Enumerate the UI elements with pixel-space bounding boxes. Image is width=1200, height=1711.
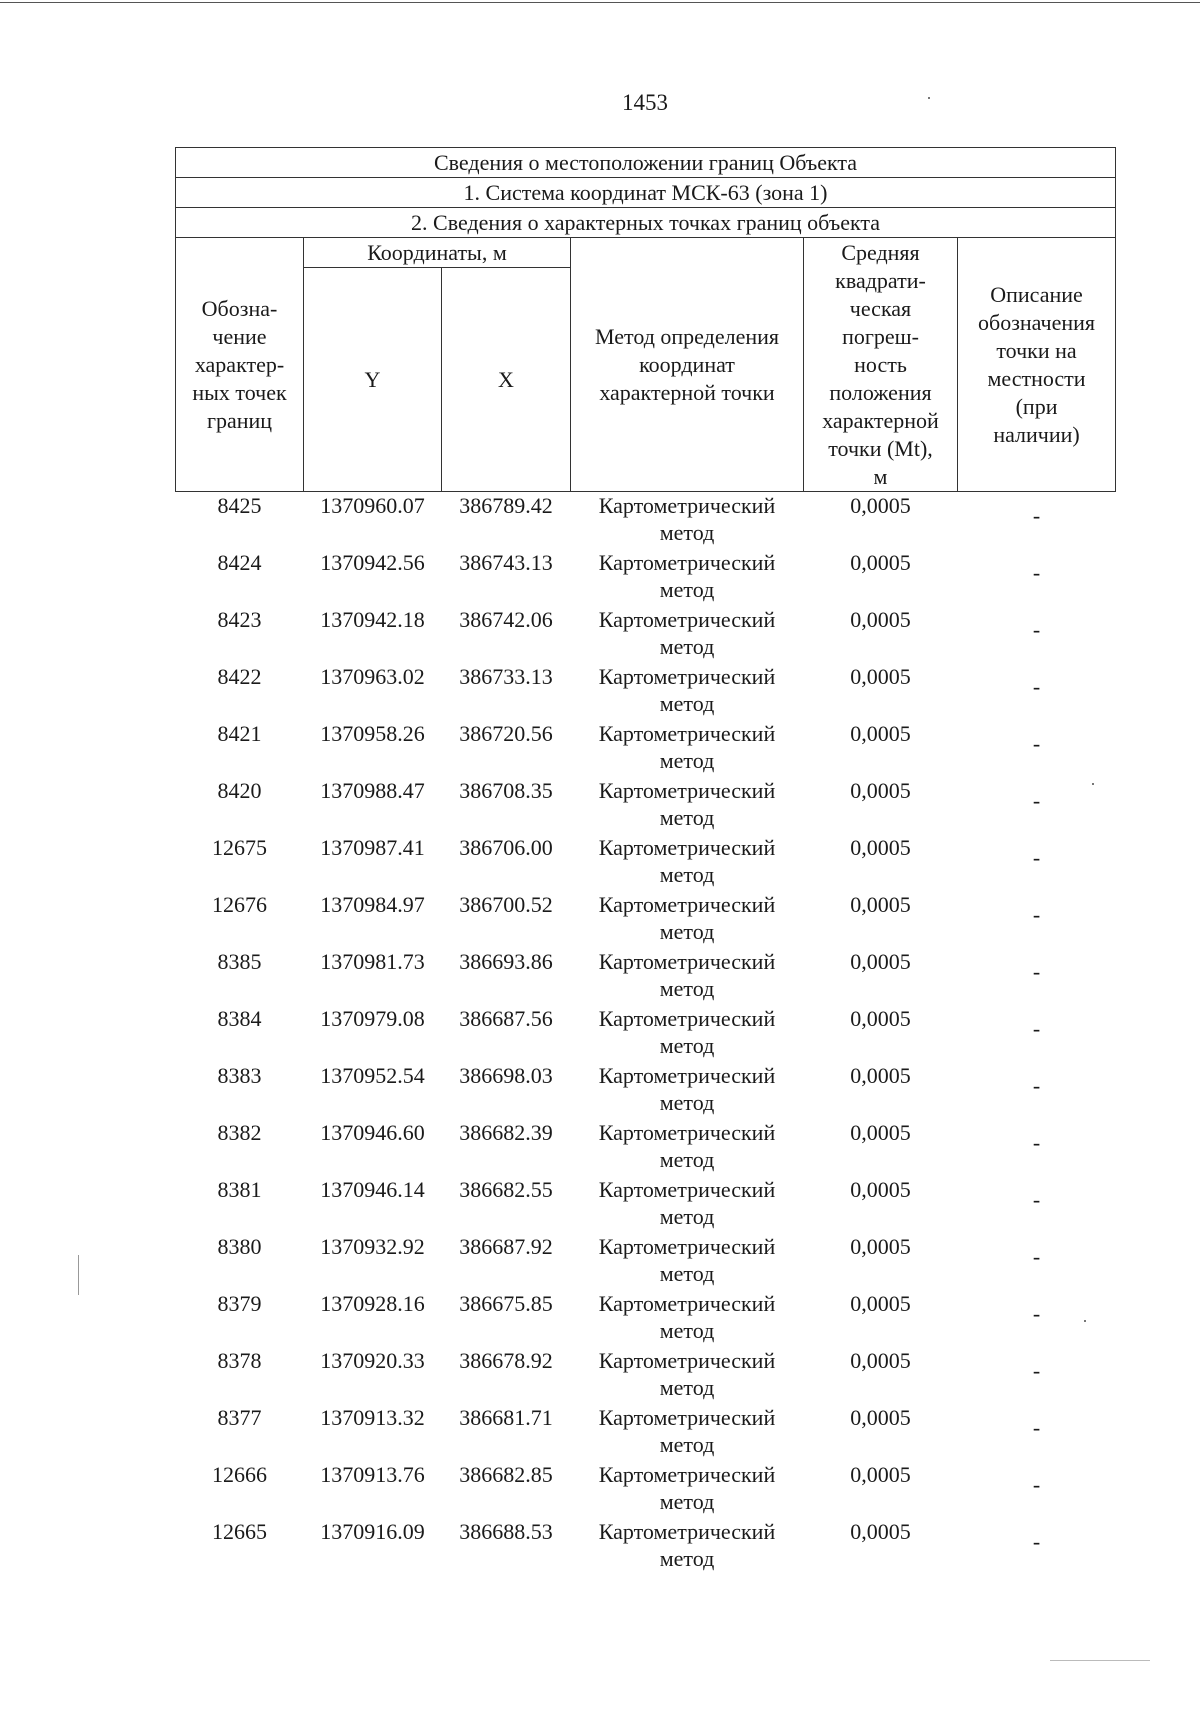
- coordinate-system-caption: 1. Система координат МСК-63 (зона 1): [176, 178, 1116, 208]
- column-header-y: Y: [304, 268, 442, 492]
- cell-y-coordinate: 1370952.54: [320, 1063, 425, 1088]
- cell-point-number: 12675: [212, 835, 267, 860]
- cell-description-text: -: [1032, 1187, 1041, 1212]
- cell-mean-square-error: 0,0005: [850, 493, 911, 518]
- cell-point-number: 8423: [217, 607, 262, 632]
- table-body: [176, 492, 1116, 1576]
- cell-x-coordinate: 386743.13: [459, 550, 553, 575]
- cell-method-line1: Картометрический: [598, 949, 776, 974]
- cell-description-text: -: [1032, 1016, 1041, 1041]
- cell-description: [958, 777, 1116, 834]
- cell-method-line2: метод: [659, 1033, 715, 1058]
- scan-speck: [1050, 1660, 1150, 1661]
- cell-mean-square-error: 0,0005: [850, 1006, 911, 1031]
- cell-method: [571, 834, 804, 891]
- cell-mean-square-error: 0,0005: [850, 1405, 911, 1430]
- cell-method-line1: Картометрический: [598, 493, 776, 518]
- cell-description: [958, 663, 1116, 720]
- cell-y-coordinate: 1370946.60: [320, 1120, 425, 1145]
- cell-x-coordinate: 386682.39: [459, 1120, 553, 1145]
- cell-mean-square-error: 0,0005: [850, 550, 911, 575]
- cell-point-number: 8384: [217, 1006, 262, 1031]
- cell-method-line1: Картометрический: [598, 1405, 776, 1430]
- table-row: [176, 891, 1116, 948]
- cell-description-text: -: [1032, 902, 1041, 927]
- cell-method: [571, 492, 804, 550]
- cell-description: [958, 1176, 1116, 1233]
- cell-description: [958, 1062, 1116, 1119]
- cell-method-line2: метод: [659, 748, 715, 773]
- cell-x-coordinate: 386682.55: [459, 1177, 553, 1202]
- cell-description-text: -: [1032, 617, 1041, 642]
- cell-method-line1: Картометрический: [598, 1063, 776, 1088]
- cell-method-line2: метод: [659, 1261, 715, 1286]
- cell-method-line1: Картометрический: [598, 1348, 776, 1373]
- cell-y-coordinate: 1370963.02: [320, 664, 425, 689]
- cell-method-line2: метод: [659, 691, 715, 716]
- table-row: [176, 1518, 1116, 1575]
- table-row: [176, 492, 1116, 550]
- cell-x-coordinate: 386687.56: [459, 1006, 553, 1031]
- cell-y-coordinate: 1370987.41: [320, 835, 425, 860]
- cell-mean-square-error: 0,0005: [850, 778, 911, 803]
- cell-description-text: -: [1032, 560, 1041, 585]
- cell-method-line1: Картометрический: [598, 1120, 776, 1145]
- cell-y-coordinate: 1370920.33: [320, 1348, 425, 1373]
- cell-point-number: 8383: [217, 1063, 262, 1088]
- cell-method-line1: Картометрический: [598, 1006, 776, 1031]
- cell-x-coordinate: 386720.56: [459, 721, 553, 746]
- cell-description: [958, 1347, 1116, 1404]
- cell-method-line1: Картометрический: [598, 550, 776, 575]
- table-row: [176, 1176, 1116, 1233]
- cell-method-line1: Картометрический: [598, 1462, 776, 1487]
- table-row: [176, 1290, 1116, 1347]
- cell-y-coordinate: 1370913.76: [320, 1462, 425, 1487]
- cell-x-coordinate: 386688.53: [459, 1519, 553, 1544]
- cell-description-text: -: [1032, 674, 1041, 699]
- cell-point-number: 8385: [217, 949, 262, 974]
- cell-method: [571, 720, 804, 777]
- cell-method-line1: Картометрический: [598, 1234, 776, 1259]
- cell-method: [571, 1233, 804, 1290]
- cell-method-line2: метод: [659, 1090, 715, 1115]
- table-row: [176, 606, 1116, 663]
- cell-description: [958, 606, 1116, 663]
- cell-point-number: 8424: [217, 550, 262, 575]
- cell-point-number: 8379: [217, 1291, 262, 1316]
- cell-description-text: -: [1032, 731, 1041, 756]
- cell-point-number: 8378: [217, 1348, 262, 1373]
- cell-method-line1: Картометрический: [598, 835, 776, 860]
- cell-method: [571, 948, 804, 1005]
- cell-mean-square-error: 0,0005: [850, 1462, 911, 1487]
- cell-description: [958, 1404, 1116, 1461]
- cell-mean-square-error: 0,0005: [850, 835, 911, 860]
- cell-method-line1: Картометрический: [598, 892, 776, 917]
- cell-x-coordinate: 386733.13: [459, 664, 553, 689]
- table-row: [176, 1347, 1116, 1404]
- cell-method-line2: метод: [659, 1546, 715, 1571]
- cell-description-text: -: [1032, 503, 1041, 528]
- cell-description-text: -: [1032, 959, 1041, 984]
- cell-x-coordinate: 386789.42: [459, 493, 553, 518]
- cell-method-line2: метод: [659, 520, 715, 545]
- cell-description-text: -: [1032, 845, 1041, 870]
- cell-description-text: -: [1032, 1073, 1041, 1098]
- cell-x-coordinate: 386706.00: [459, 835, 553, 860]
- column-header-error-text: Средняя квадрати- ческая погреш- ность положения характерной точки (Mt), м: [822, 240, 939, 489]
- column-header-designation: [176, 238, 304, 492]
- column-header-error: [804, 238, 958, 492]
- cell-description-text: -: [1032, 1472, 1041, 1497]
- cell-method-line1: Картометрический: [598, 607, 776, 632]
- cell-point-number: 12666: [212, 1462, 267, 1487]
- cell-point-number: 8381: [217, 1177, 262, 1202]
- cell-description: [958, 948, 1116, 1005]
- cell-method: [571, 549, 804, 606]
- table-row: [176, 777, 1116, 834]
- cell-mean-square-error: 0,0005: [850, 1291, 911, 1316]
- scan-speck: [928, 97, 930, 99]
- table-row: [176, 1233, 1116, 1290]
- column-header-x: X: [442, 268, 571, 492]
- cell-method-line2: метод: [659, 1204, 715, 1229]
- cell-description: [958, 1233, 1116, 1290]
- cell-point-number: 8425: [217, 493, 262, 518]
- cell-method-line1: Картометрический: [598, 778, 776, 803]
- cell-y-coordinate: 1370913.32: [320, 1405, 425, 1430]
- cell-y-coordinate: 1370988.47: [320, 778, 425, 803]
- boundary-points-table: [175, 147, 1116, 1575]
- cell-y-coordinate: 1370958.26: [320, 721, 425, 746]
- cell-method: [571, 1005, 804, 1062]
- cell-method-line2: метод: [659, 805, 715, 830]
- table-row: [176, 1119, 1116, 1176]
- scan-speck: [1092, 783, 1094, 785]
- cell-x-coordinate: 386698.03: [459, 1063, 553, 1088]
- cell-method-line1: Картометрический: [598, 1519, 776, 1544]
- cell-method: [571, 1176, 804, 1233]
- cell-description: [958, 891, 1116, 948]
- cell-description: [958, 1518, 1116, 1575]
- cell-method: [571, 777, 804, 834]
- column-header-designation-text: Обозна- чение характер- ных точек границ: [192, 295, 287, 433]
- cell-description: [958, 720, 1116, 777]
- cell-description-text: -: [1032, 1130, 1041, 1155]
- cell-method: [571, 1518, 804, 1575]
- cell-x-coordinate: 386678.92: [459, 1348, 553, 1373]
- cell-mean-square-error: 0,0005: [850, 949, 911, 974]
- cell-method-line2: метод: [659, 577, 715, 602]
- cell-y-coordinate: 1370928.16: [320, 1291, 425, 1316]
- cell-x-coordinate: 386687.92: [459, 1234, 553, 1259]
- page-number: 1453: [622, 90, 668, 115]
- cell-description: [958, 1290, 1116, 1347]
- cell-mean-square-error: 0,0005: [850, 1063, 911, 1088]
- cell-y-coordinate: 1370932.92: [320, 1234, 425, 1259]
- cell-y-coordinate: 1370981.73: [320, 949, 425, 974]
- cell-point-number: 8420: [217, 778, 262, 803]
- cell-method: [571, 1461, 804, 1518]
- column-header-description-text: Описание обозначения точки на местности (при наличии): [978, 281, 1096, 447]
- cell-y-coordinate: 1370979.08: [320, 1006, 425, 1031]
- table-row: [176, 948, 1116, 1005]
- cell-point-number: 8422: [217, 664, 262, 689]
- cell-x-coordinate: 386675.85: [459, 1291, 553, 1316]
- cell-method-line2: метод: [659, 1318, 715, 1343]
- column-header-method-text: Метод определения координат характерной точки: [594, 323, 780, 405]
- scan-speck: [1084, 1320, 1086, 1322]
- cell-x-coordinate: 386693.86: [459, 949, 553, 974]
- cell-x-coordinate: 386708.35: [459, 778, 553, 803]
- cell-method: [571, 606, 804, 663]
- cell-y-coordinate: 1370984.97: [320, 892, 425, 917]
- cell-method-line2: метод: [659, 1147, 715, 1172]
- cell-method-line1: Картометрический: [598, 664, 776, 689]
- cell-y-coordinate: 1370916.09: [320, 1519, 425, 1544]
- cell-description: [958, 492, 1116, 550]
- cell-method-line2: метод: [659, 862, 715, 887]
- cell-description: [958, 834, 1116, 891]
- cell-description-text: -: [1032, 1415, 1041, 1440]
- cell-method: [571, 1347, 804, 1404]
- table-row: [176, 549, 1116, 606]
- cell-mean-square-error: 0,0005: [850, 1120, 911, 1145]
- cell-point-number: 8380: [217, 1234, 262, 1259]
- cell-point-number: 12665: [212, 1519, 267, 1544]
- cell-description: [958, 1461, 1116, 1518]
- cell-x-coordinate: 386742.06: [459, 607, 553, 632]
- cell-method: [571, 1062, 804, 1119]
- section-caption: 2. Сведения о характерных точках границ объекта: [176, 208, 1116, 238]
- cell-method-line2: метод: [659, 1489, 715, 1514]
- cell-description-text: -: [1032, 1244, 1041, 1269]
- table-row: [176, 834, 1116, 891]
- table-row: [176, 1062, 1116, 1119]
- cell-x-coordinate: 386700.52: [459, 892, 553, 917]
- cell-method-line2: метод: [659, 634, 715, 659]
- cell-y-coordinate: 1370946.14: [320, 1177, 425, 1202]
- cell-mean-square-error: 0,0005: [850, 1177, 911, 1202]
- cell-method-line2: метод: [659, 1432, 715, 1457]
- cell-x-coordinate: 386681.71: [459, 1405, 553, 1430]
- cell-method-line2: метод: [659, 976, 715, 1001]
- cell-point-number: 8382: [217, 1120, 262, 1145]
- cell-x-coordinate: 386682.85: [459, 1462, 553, 1487]
- column-header-description: [958, 238, 1116, 492]
- scan-speck: [78, 1255, 79, 1295]
- table-row: [176, 1005, 1116, 1062]
- cell-y-coordinate: 1370960.07: [320, 493, 425, 518]
- cell-y-coordinate: 1370942.18: [320, 607, 425, 632]
- cell-method-line2: метод: [659, 1375, 715, 1400]
- table-row: [176, 663, 1116, 720]
- cell-method: [571, 663, 804, 720]
- cell-description-text: -: [1032, 788, 1041, 813]
- scan-edge-line: [0, 2, 1200, 3]
- table-row: [176, 1404, 1116, 1461]
- cell-method: [571, 1119, 804, 1176]
- table-title: Сведения о местоположении границ Объекта: [176, 148, 1116, 178]
- cell-mean-square-error: 0,0005: [850, 1519, 911, 1544]
- cell-description: [958, 549, 1116, 606]
- cell-method-line1: Картометрический: [598, 1291, 776, 1316]
- cell-description: [958, 1005, 1116, 1062]
- cell-description: [958, 1119, 1116, 1176]
- cell-method-line1: Картометрический: [598, 721, 776, 746]
- cell-method: [571, 1290, 804, 1347]
- cell-mean-square-error: 0,0005: [850, 607, 911, 632]
- cell-method-line1: Картометрический: [598, 1177, 776, 1202]
- cell-point-number: 8377: [217, 1405, 262, 1430]
- cell-mean-square-error: 0,0005: [850, 892, 911, 917]
- column-header-coordinates: Координаты, м: [304, 238, 571, 268]
- cell-method-line2: метод: [659, 919, 715, 944]
- table-row: [176, 720, 1116, 777]
- cell-point-number: 8421: [217, 721, 262, 746]
- cell-method: [571, 891, 804, 948]
- cell-point-number: 12676: [212, 892, 267, 917]
- cell-description-text: -: [1032, 1529, 1041, 1554]
- cell-mean-square-error: 0,0005: [850, 1234, 911, 1259]
- column-header-method: [571, 238, 804, 492]
- cell-mean-square-error: 0,0005: [850, 664, 911, 689]
- cell-mean-square-error: 0,0005: [850, 721, 911, 746]
- cell-mean-square-error: 0,0005: [850, 1348, 911, 1373]
- table-row: [176, 1461, 1116, 1518]
- cell-y-coordinate: 1370942.56: [320, 550, 425, 575]
- cell-description-text: -: [1032, 1358, 1041, 1383]
- cell-method: [571, 1404, 804, 1461]
- cell-description-text: -: [1032, 1301, 1041, 1326]
